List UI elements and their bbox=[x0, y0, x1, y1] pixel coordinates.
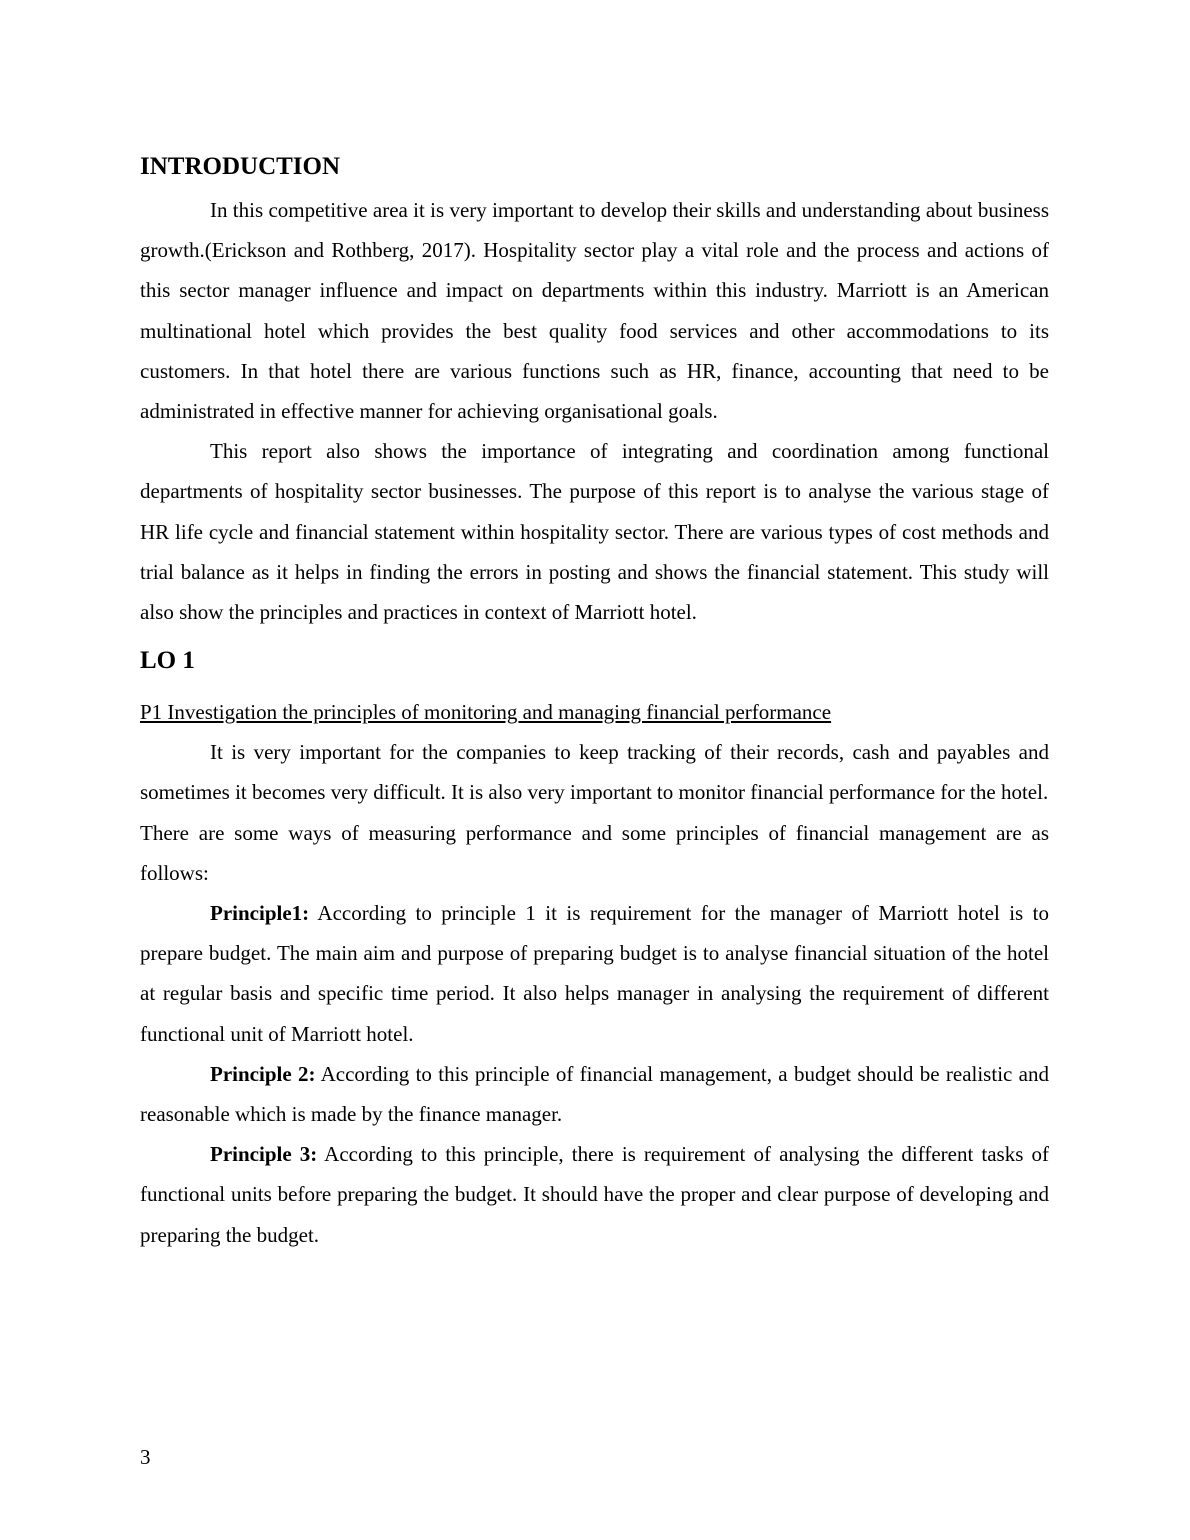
principle-1-label: Principle1: bbox=[210, 901, 310, 926]
principle-1-text: According to principle 1 it is requirement for the manager of Marriott hotel is to prepare budget. The main aim and purpose of preparing budget is to analyse financial situation of the hotel at regular basis and specific time period. It also helps manager in analysing the requirement of different functional unit of Marriott hotel. bbox=[140, 901, 1049, 1046]
intro-paragraph-1: In this competitive area it is very important to develop their skills and understanding about business growth.(Erickson and Rothberg, 2017). Hospitality sector play a vital role and the process and actions of this sector manager influence and impact on departments within this industry. Marriott is an American multinational hotel which provides the best quality food services and other accommodations to its customers. In that hotel there are various functions such as HR, finance, accounting that need to be administrated in effective manner for achieving organisational goals. bbox=[140, 198, 1049, 424]
principle-2-label: Principle 2: bbox=[210, 1061, 316, 1086]
document-page bbox=[140, 150, 1049, 1255]
principle-2-paragraph bbox=[140, 1054, 1049, 1134]
principle-3-text: According to this principle, there is requirement of analysing the different tasks of functional units before preparing the budget. It should have the proper and clear purpose of developing and preparing the budget. bbox=[140, 1142, 1049, 1247]
intro-paragraph-2: This report also shows the importance of integrating and coordination among functional departments of hospitality sector businesses. The purpose of this report is to analyse the various stage of HR life cycle and financial statement within hospitality sector. There are various types of cost methods and trial balance as it helps in finding the errors in posting and shows the financial statement. This study will also show the principles and practices in context of Marriott hotel. bbox=[140, 439, 1049, 625]
p1-subheading: P1 Investigation the principles of monitoring and managing financial performance bbox=[140, 700, 832, 725]
principle-3-label: Principle 3: bbox=[210, 1142, 318, 1167]
p1-paragraph: It is very important for the companies to keep tracking of their records, cash and payables and sometimes it becomes very difficult. It is also very important to monitor financial performance for the hotel. bbox=[140, 740, 1049, 805]
principle-1-paragraph bbox=[140, 893, 1049, 1054]
page-number: 3 bbox=[140, 1445, 151, 1469]
principle-2-text: According to this principle of financial management, a budget should be realistic and reasonable which is made by the finance manager. bbox=[140, 1061, 1049, 1127]
ways-paragraph: There are some ways of measuring performance and some principles of financial management are as follows: bbox=[140, 820, 1049, 885]
introduction-heading: INTRODUCTION bbox=[140, 153, 341, 180]
lo1-heading: LO 1 bbox=[140, 647, 195, 675]
principle-3-paragraph bbox=[140, 1134, 1049, 1255]
